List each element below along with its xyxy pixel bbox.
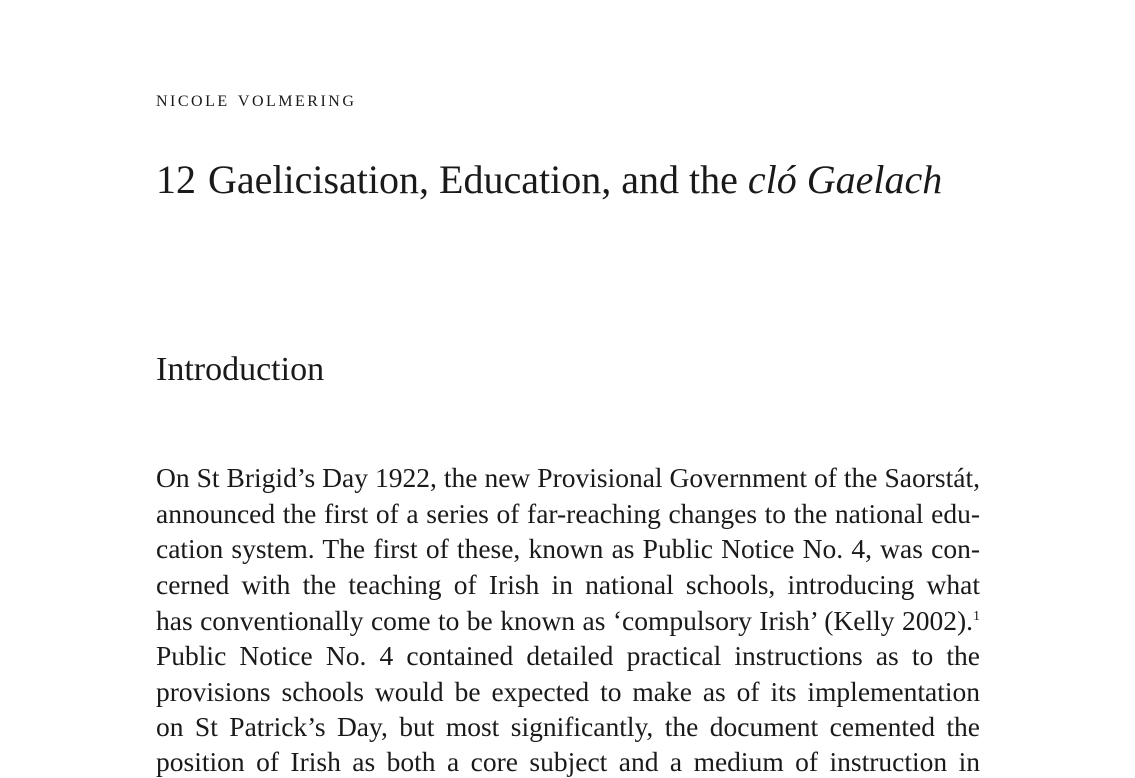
section-heading: Introduction [156, 351, 325, 388]
chapter-title-italic: cló Gaelach [747, 157, 943, 202]
author-name: nicole volmering [156, 86, 357, 111]
body-line: On St Brigid’s Day 1922, the new Provisional Government of the Saorstát, [156, 462, 980, 493]
body-line-with-footnote [156, 605, 980, 637]
chapter-heading [156, 155, 942, 205]
body-line: cation system. The first of these, known as Public Notice No. 4, was con- [156, 533, 980, 564]
document-page [156, 0, 980, 775]
chapter-number: 12 [156, 157, 196, 202]
body-line: cerned with the teaching of Irish in national schools, introducing what [156, 569, 980, 600]
body-line: Public Notice No. 4 contained detailed practical instructions as to the [156, 640, 980, 671]
body-line: position of Irish as both a core subject and a medium of instruction in [156, 746, 980, 777]
body-line-text: has conventionally come to be known as ‘compulsory Irish’ (Kelly 2002). [156, 605, 973, 636]
body-line: announced the first of a series of far-reaching changes to the national edu- [156, 498, 980, 529]
footnote-marker[interactable]: 1 [973, 608, 980, 624]
body-line: on St Patrick’s Day, but most significantly, the document cemented the [156, 711, 980, 742]
chapter-title: Gaelicisation, Education, and the [208, 157, 748, 202]
body-line: provisions schools would be expected to make as of its implementation [156, 676, 980, 707]
